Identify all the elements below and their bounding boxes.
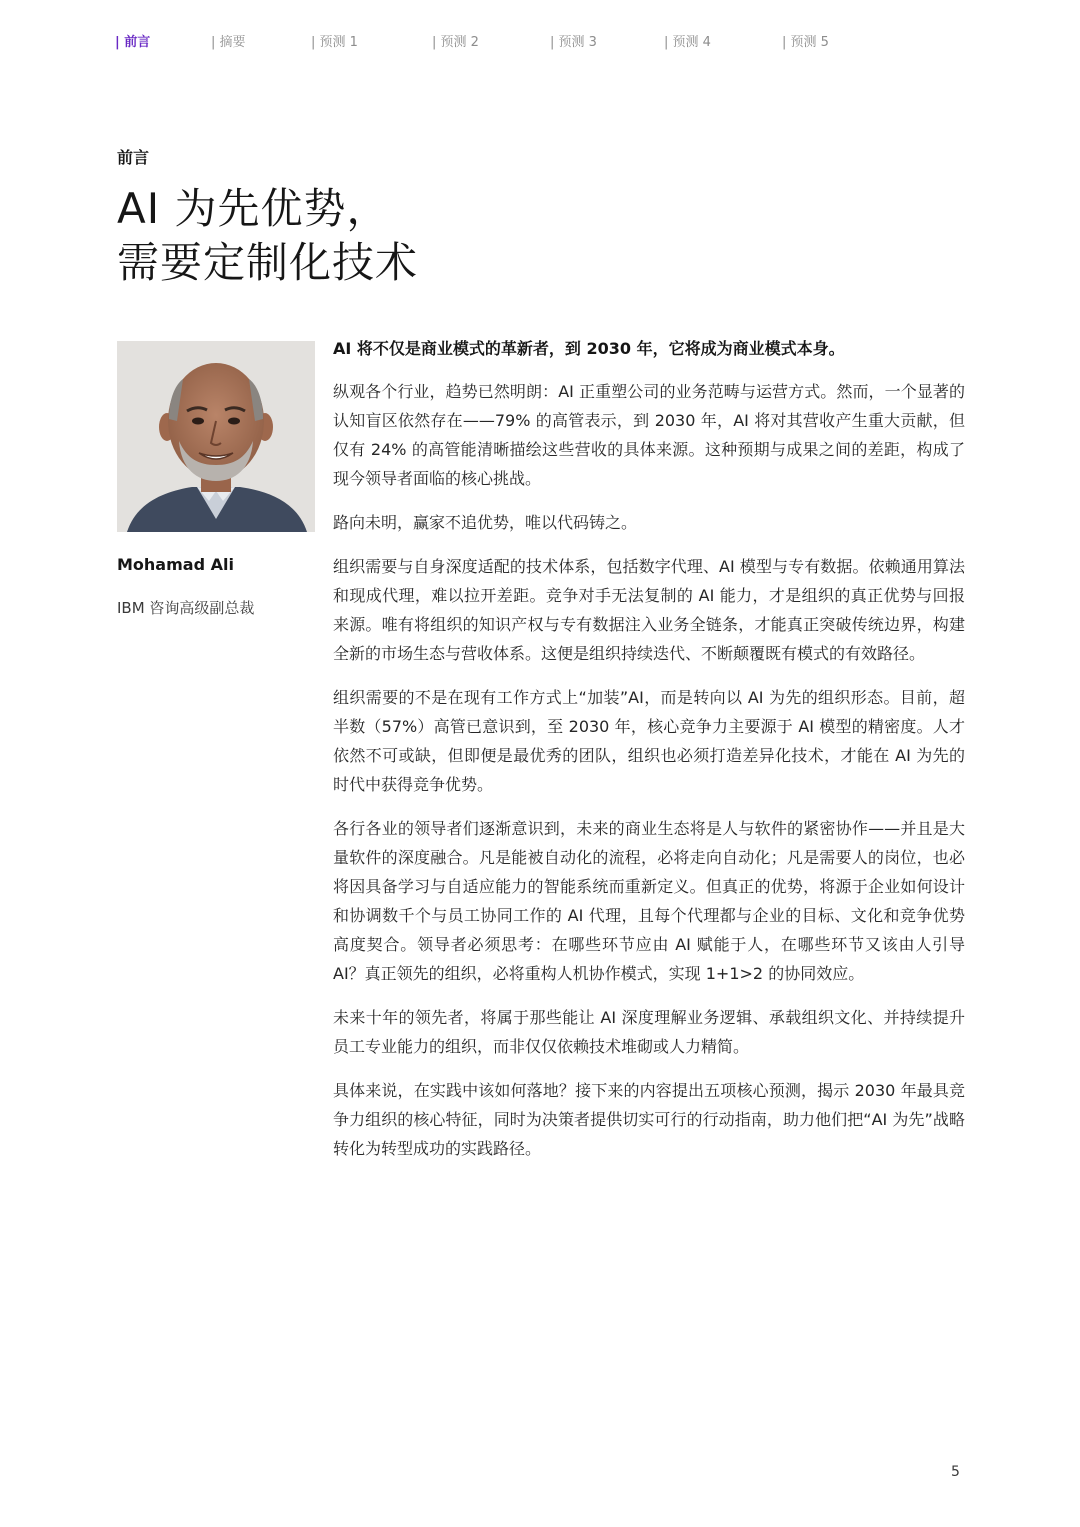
tab-prediction-2[interactable]: | 预测 2 — [432, 35, 479, 50]
page-title — [117, 182, 817, 290]
page-title-line-1: AI 为先优势， — [117, 184, 390, 233]
tab-prediction-3[interactable]: | 预测 3 — [550, 35, 597, 50]
tab-prediction-4[interactable]: | 预测 4 — [664, 35, 711, 50]
section-label: 前言 — [117, 148, 150, 167]
tab-prediction-5[interactable]: | 预测 5 — [782, 35, 829, 50]
article-paragraph: 具体来说，在实践中该如何落地？接下来的内容提出五项核心预测，揭示 2030 年最具竞争力组织的核心特征，同时为决策者提供切实可行的行动指南，助力他们把“AI 为先”战略转化为转型成功的实践路径。 — [333, 1081, 965, 1158]
tab-summary[interactable]: | 摘要 — [211, 35, 246, 50]
article-paragraph: 路向未明，赢家不追优势，唯以代码铸之。 — [333, 513, 638, 532]
author-portrait — [117, 341, 315, 532]
article-paragraph: 各行各业的领导者们逐渐意识到，未来的商业生态将是人与软件的紧密协作——并且是大量软件的深度融合。凡是能被自动化的流程，必将走向自动化；凡是需要人的岗位，也必将因具备学习与自适应能力的智能系统而重新定义。但真正的优势，将源于企业如何设计和协调数千个与员工协同工作的 AI 代理，且每个代理都与企业的目标、文化和竞争优势高度契合。领导者必须思考：在哪些环节应由 AI 赋能于人，在哪些环节又该由人引导 AI？真正领先的组织，必将重构人机协作模式，实现 1+1>2 的协同效应。 — [333, 819, 965, 983]
tab-foreword[interactable]: | 前言 — [115, 35, 151, 50]
author-portrait-illustration — [117, 341, 315, 532]
article-body — [333, 336, 965, 1178]
article-paragraph: 组织需要的不是在现有工作方式上“加装”AI，而是转向以 AI 为先的组织形态。目前，超半数（57%）高管已意识到，至 2030 年，核心竞争力主要源于 AI 模型的精密度。人才依然不可或缺，但即便是最优秀的团队，组织也必须打造差异化技术，才能在 AI 为先的时代中获得竞争优势。 — [333, 688, 965, 794]
article-paragraph: 未来十年的领先者，将属于那些能让 AI 深度理解业务逻辑、承载组织文化、并持续提升员工专业能力的组织，而非仅仅依赖技术堆砌或人力精简。 — [333, 1008, 965, 1056]
tab-prediction-1[interactable]: | 预测 1 — [311, 35, 358, 50]
page-title-line-2: 需要定制化技术 — [117, 238, 419, 287]
article-lead: AI 将不仅是商业模式的革新者，到 2030 年，它将成为商业模式本身。 — [333, 339, 845, 358]
article-paragraph: 组织需要与自身深度适配的技术体系，包括数字代理、AI 模型与专有数据。依赖通用算法和现成代理，难以拉开差距。竞争对手无法复制的 AI 能力，才是组织的真正优势与回报来源。唯有将组织的知识产权与专有数据注入业务全链条，才能真正突破传统边界，构建全新的市场生态与营收体系。这便是组织持续迭代、不断颠覆既有模式的有效路径。 — [333, 557, 965, 663]
page-number: 5 — [951, 1464, 960, 1480]
author-role: IBM 咨询高级副总裁 — [117, 599, 255, 617]
top-navigation — [0, 33, 1080, 53]
article-paragraph: 纵观各个行业，趋势已然明朗：AI 正重塑公司的业务范畴与运营方式。然而，一个显著的认知盲区依然存在——79% 的高管表示，到 2030 年，AI 将对其营收产生重大贡献，但仅有 24% 的高管能清晰描绘这些营收的具体来源。这种预期与成果之间的差距，构成了现今领导者面临的核心挑战。 — [333, 382, 965, 488]
author-name: Mohamad Ali — [117, 555, 234, 574]
